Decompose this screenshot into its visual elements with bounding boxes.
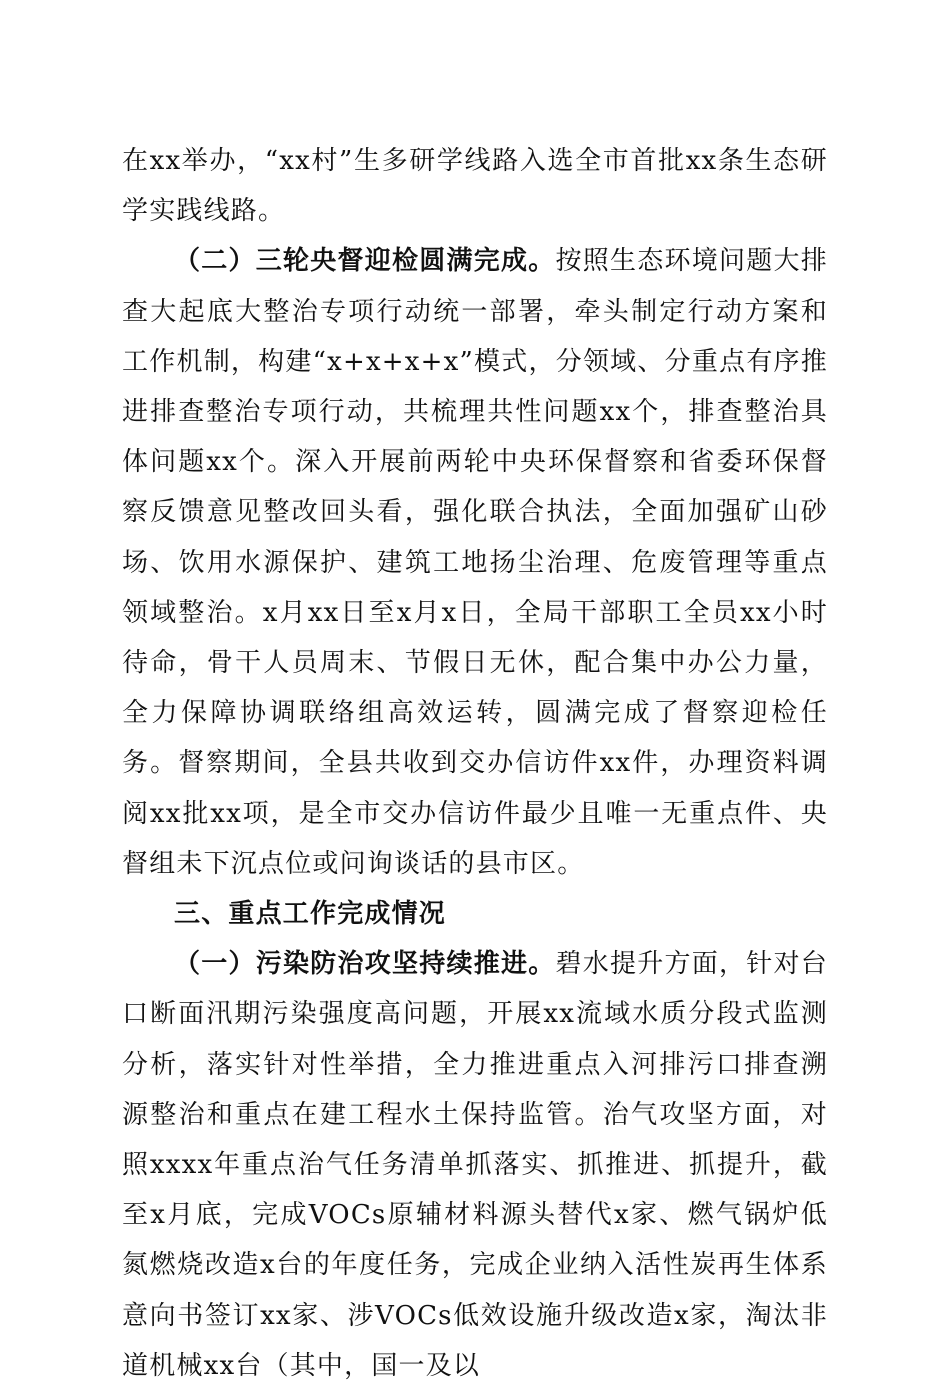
paragraph-pollution-body: 碧水提升方面，针对台口断面汛期污染强度高问题，开展xx流域水质分段式监测分析，落实针对性举措，全力推进重点入河排污口排查溯源整治和重点在建工程水土保持监管。治气攻坚方面，对照xxxx年重点治气任务清单抓落实、抓推进、抓提升，截至x月底，完成VOCs原辅材料源头替代x家、燃气锅炉低氮燃烧改造x台的年度任务，完成企业纳入活性炭再生体系意向书签订xx家、涉VOCs低效设施升级改造x家，淘汰非道机械xx台（其中，国一及以: [122, 949, 828, 1381]
paragraph-inspection-lead: （二）三轮央督迎检圆满完成。: [174, 246, 556, 277]
document-body: [122, 136, 828, 1391]
paragraph-continuation: 在xx举办，“xx村”生多研学线路入选全市首批xx条生态研学实践线路。: [122, 146, 828, 227]
paragraph-inspection: [122, 236, 828, 889]
paragraph-inspection-body: 按照生态环境问题大排查大起底大整治专项行动统一部署，牵头制定行动方案和工作机制，构建“x+x+x+x”模式，分领域、分重点有序推进排查整治专项行动，共梳理共性问题xx个，排查整治具体问题xx个。深入开展前两轮中央环保督察和省委环保督察反馈意见整改回头看，强化联合执法，全面加强矿山砂场、饮用水源保护、建筑工地扬尘治理、危废管理等重点领域整治。x月xx日至x月x日，全局干部职工全员xx小时待命，骨干人员周末、节假日无休，配合集中办公力量，全力保障协调联络组高效运转，圆满完成了督察迎检任务。督察期间，全县共收到交办信访件xx件，办理资料调阅xx批xx项，是全市交办信访件最少且唯一无重点件、央督组未下沉点位或问询谈话的县市区。: [122, 246, 828, 879]
paragraph-pollution-lead: （一）污染防治攻坚持续推进。: [174, 949, 556, 980]
section-heading: 三、重点工作完成情况: [174, 899, 447, 930]
paragraph-pollution: [122, 939, 828, 1391]
